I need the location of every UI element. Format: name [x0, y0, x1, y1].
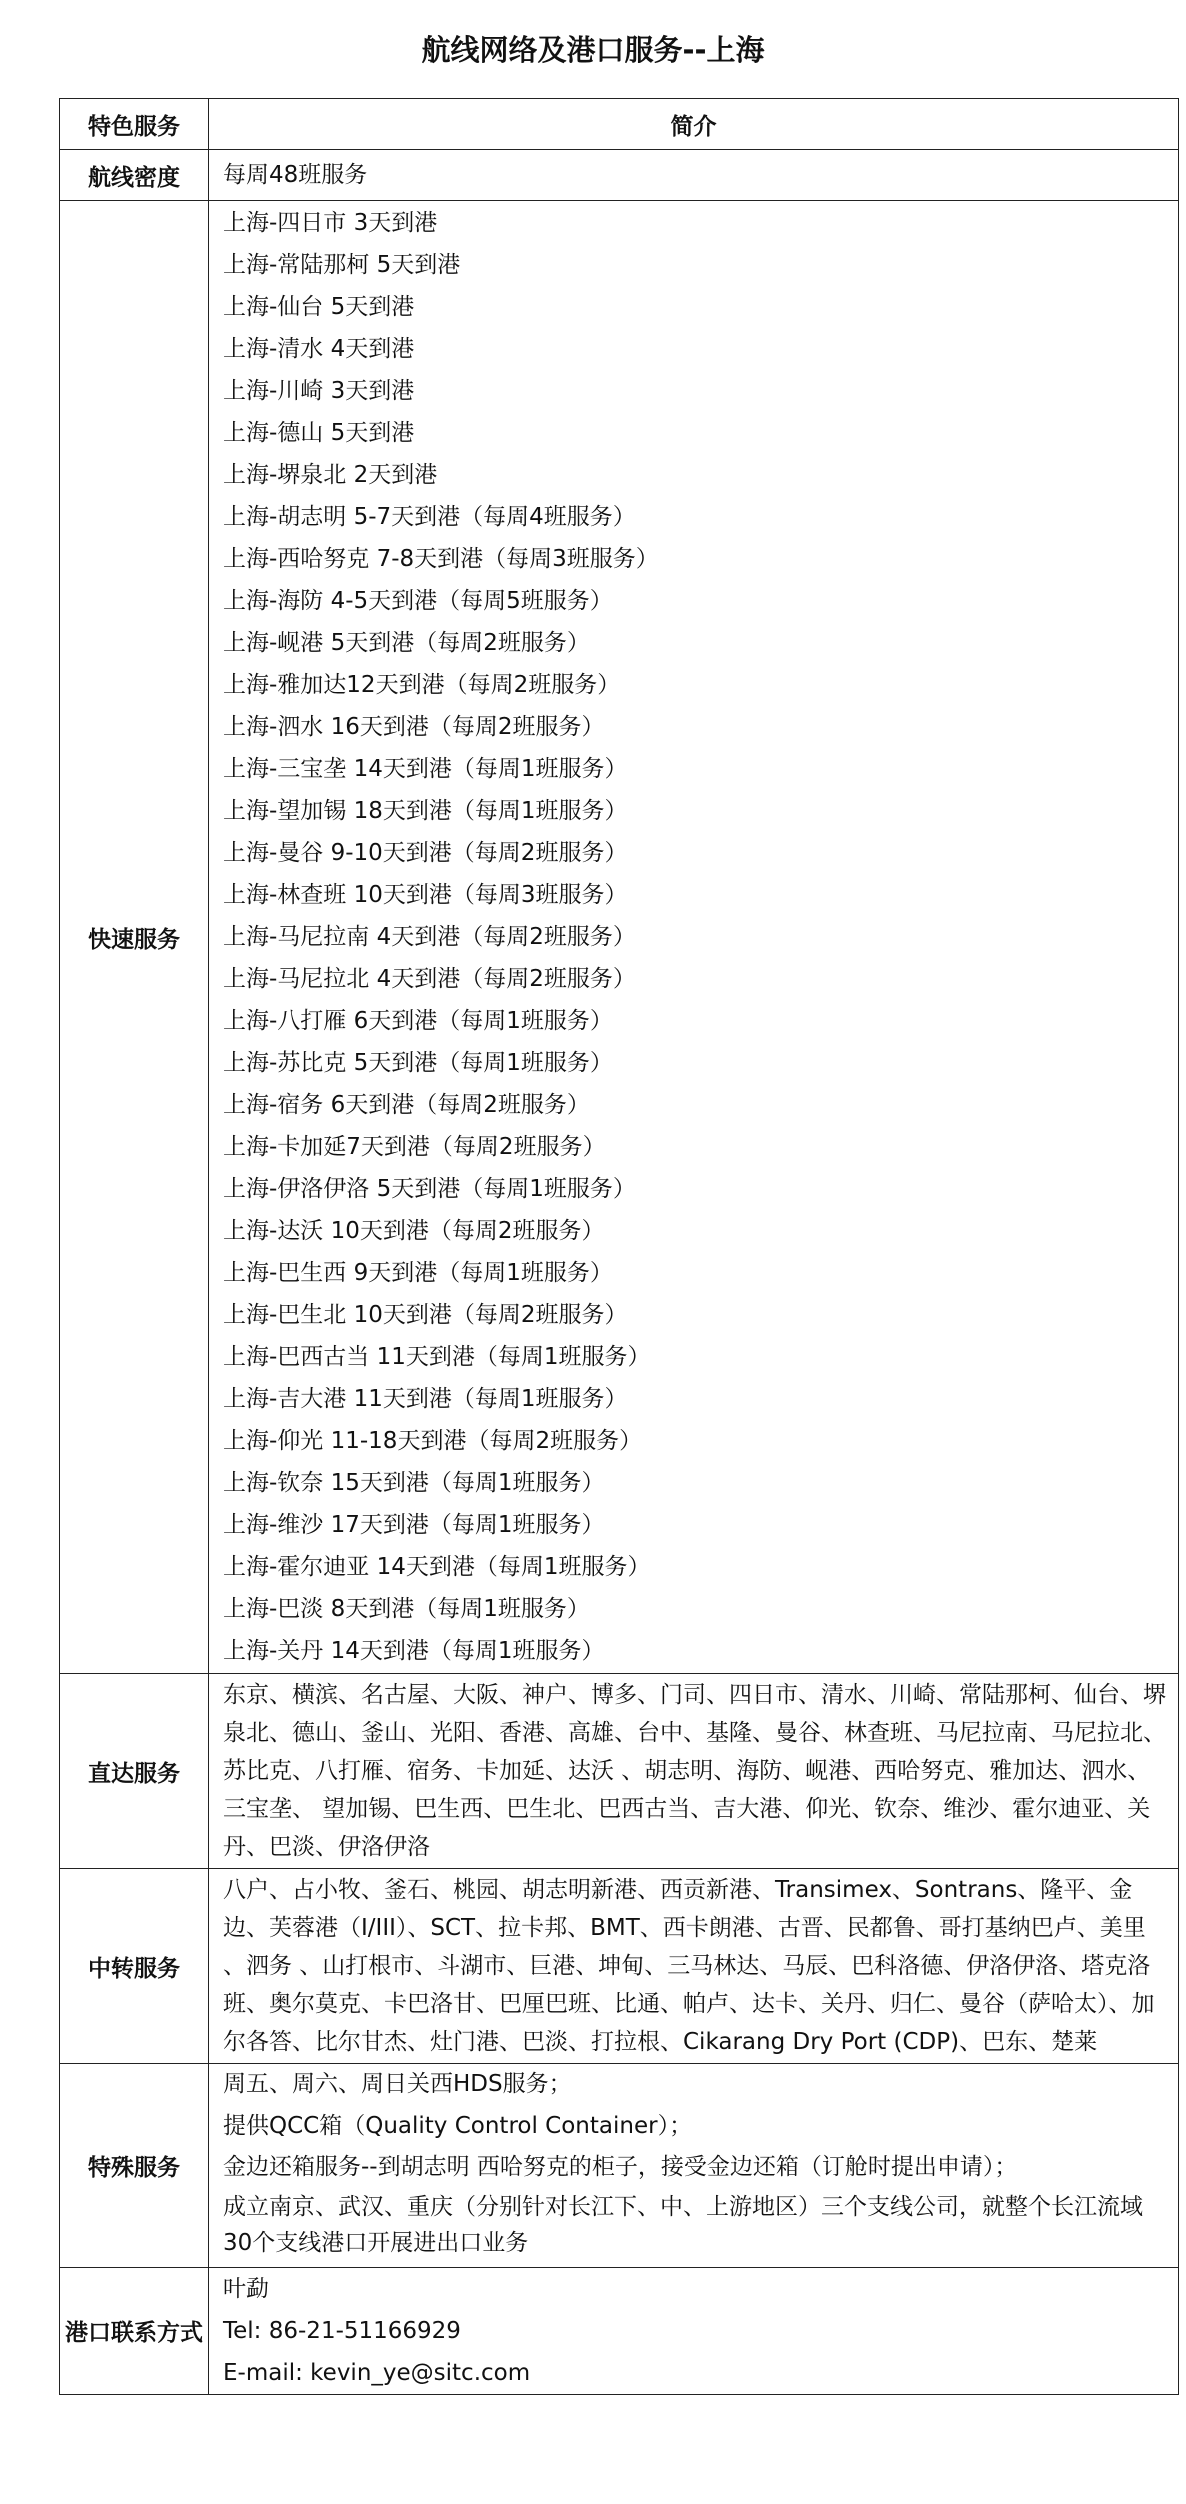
express-route-item: 上海-堺泉北 2天到港: [223, 462, 438, 488]
express-route-item: 上海-八打雁 6天到港（每周1班服务）: [223, 1008, 613, 1034]
express-route-item: 上海-川崎 3天到港: [223, 378, 415, 404]
express-route-item: 上海-苏比克 5天到港（每周1班服务）: [223, 1050, 613, 1076]
service-table: [59, 98, 1179, 2395]
express-route-item: 上海-马尼拉南 4天到港（每周2班服务）: [223, 924, 636, 950]
special-item: 周五、周六、周日关西HDS服务；: [223, 2071, 572, 2097]
express-route-item: 上海-常陆那柯 5天到港: [223, 252, 461, 278]
express-route-item: 上海-西哈努克 7-8天到港（每周3班服务）: [223, 546, 659, 572]
express-route-item: 上海-巴西古当 11天到港（每周1班服务）: [223, 1344, 651, 1370]
route-density-text: 每周48班服务: [223, 162, 368, 188]
express-route-item: 上海-曼谷 9-10天到港（每周2班服务）: [223, 840, 628, 866]
express-route-item: 上海-吉大港 11天到港（每周1班服务）: [223, 1386, 628, 1412]
contact-name: 叶勐: [223, 2275, 269, 2302]
direct-service-text: 东京、横滨、名古屋、大阪、神户、博多、门司、四日市、清水、川崎、常陆那柯、仙台、堺泉北、德山、釜山、光阳、香港、高雄、台中、基隆、曼谷、林查班、马尼拉南、马尼拉北、苏比克、八打雁、宿务、卡加延、达沃 、胡志明、海防、岘港、西哈努克、雅加达、泗水、三宝垄、 望加锡、巴生西、巴生北、巴西古当、吉大港、仰光、钦奈、维沙、霍尔迪亚、关丹、巴淡、伊洛伊洛: [209, 1674, 1179, 1869]
express-route-item: 上海-德山 5天到港: [223, 420, 415, 446]
value-route-density: [209, 150, 1179, 201]
label-transit-service: 中转服务: [60, 1869, 209, 2064]
express-route-item: 上海-雅加达12天到港（每周2班服务）: [223, 672, 621, 698]
express-route-item: 上海-望加锡 18天到港（每周1班服务）: [223, 798, 628, 824]
express-route-item: 上海-泗水 16天到港（每周2班服务）: [223, 714, 605, 740]
express-route-item: 上海-清水 4天到港: [223, 336, 415, 362]
express-route-item: 上海-巴淡 8天到港（每周1班服务）: [223, 1596, 590, 1622]
contact-tel: Tel: 86-21-51166929: [223, 2317, 461, 2344]
express-route-item: 上海-巴生北 10天到港（每周2班服务）: [223, 1302, 628, 1328]
header-introduction: 简介: [209, 99, 1179, 150]
transit-service-text: 八户、占小牧、釜石、桃园、胡志明新港、西贡新港、Transimex、Sontrans、隆平、金边、芙蓉港（I/III）、SCT、拉卡邦、BMT、西卡朗港、古晋、民都鲁、哥打基纳巴卢、美里 、泗务 、山打根市、斗湖市、巨港、坤甸、三马林达、马辰、巴科洛德、伊洛伊洛、塔克洛班、奥尔莫克、卡巴洛甘、巴厘巴班、比通、帕卢、达卡、关丹、归仁、曼谷（萨哈太）、加尔各答、比尔甘杰、灶门港、巴淡、打拉根、Cikarang Dry Port (CDP)、巴东、楚莱: [209, 1869, 1179, 2064]
express-route-item: 上海-关丹 14天到港（每周1班服务）: [223, 1638, 605, 1664]
label-port-contact: 港口联系方式: [60, 2267, 209, 2394]
express-route-item: 上海-卡加延7天到港（每周2班服务）: [223, 1134, 606, 1160]
express-route-item: 上海-伊洛伊洛 5天到港（每周1班服务）: [223, 1176, 636, 1202]
express-route-item: 上海-岘港 5天到港（每周2班服务）: [223, 630, 590, 656]
label-special-service: 特殊服务: [60, 2064, 209, 2268]
express-route-item: 上海-巴生西 9天到港（每周1班服务）: [223, 1260, 613, 1286]
special-service-list: [209, 2064, 1179, 2268]
header-feature-service: 特色服务: [60, 99, 209, 150]
row-transit-service: [60, 1869, 1179, 2064]
express-route-item: 上海-海防 4-5天到港（每周5班服务）: [223, 588, 613, 614]
table-header-row: [60, 99, 1179, 150]
express-route-item: 上海-林查班 10天到港（每周3班服务）: [223, 882, 628, 908]
express-route-item: 上海-仙台 5天到港: [223, 294, 415, 320]
special-item: 成立南京、武汉、重庆（分别针对长江下、中、上游地区）三个支线公司，就整个长江流域30个支线港口开展进出口业务: [223, 2193, 1143, 2256]
express-route-item: 上海-达沃 10天到港（每周2班服务）: [223, 1218, 605, 1244]
label-route-density: 航线密度: [60, 150, 209, 201]
label-direct-service: 直达服务: [60, 1674, 209, 1869]
port-contact-info: [209, 2267, 1179, 2394]
row-express-service: [60, 201, 1179, 1674]
row-route-density: [60, 150, 1179, 201]
express-route-item: 上海-仰光 11-18天到港（每周2班服务）: [223, 1428, 643, 1454]
express-route-item: 上海-霍尔迪亚 14天到港（每周1班服务）: [223, 1554, 651, 1580]
express-route-item: 上海-钦奈 15天到港（每周1班服务）: [223, 1470, 605, 1496]
express-route-item: 上海-胡志明 5-7天到港（每周4班服务）: [223, 504, 636, 530]
express-list: [209, 201, 1179, 1674]
page-title: 航线网络及港口服务--上海: [421, 33, 765, 67]
express-route-item: 上海-马尼拉北 4天到港（每周2班服务）: [223, 966, 636, 992]
row-special-service: [60, 2064, 1179, 2268]
contact-email[interactable]: E-mail: kevin_ye@sitc.com: [223, 2359, 531, 2386]
special-item: 提供QCC箱（Quality Control Container）；: [223, 2112, 693, 2139]
row-direct-service: [60, 1674, 1179, 1869]
special-item: 金边还箱服务--到胡志明 西哈努克的柜子，接受金边还箱（订舱时提出申请）；: [223, 2154, 1018, 2180]
label-express-service: 快速服务: [60, 201, 209, 1674]
row-port-contact: [60, 2267, 1179, 2394]
express-route-item: 上海-宿务 6天到港（每周2班服务）: [223, 1092, 590, 1118]
express-route-item: 上海-四日市 3天到港: [223, 210, 438, 236]
express-route-item: 上海-维沙 17天到港（每周1班服务）: [223, 1512, 605, 1538]
express-route-item: 上海-三宝垄 14天到港（每周1班服务）: [223, 756, 628, 782]
